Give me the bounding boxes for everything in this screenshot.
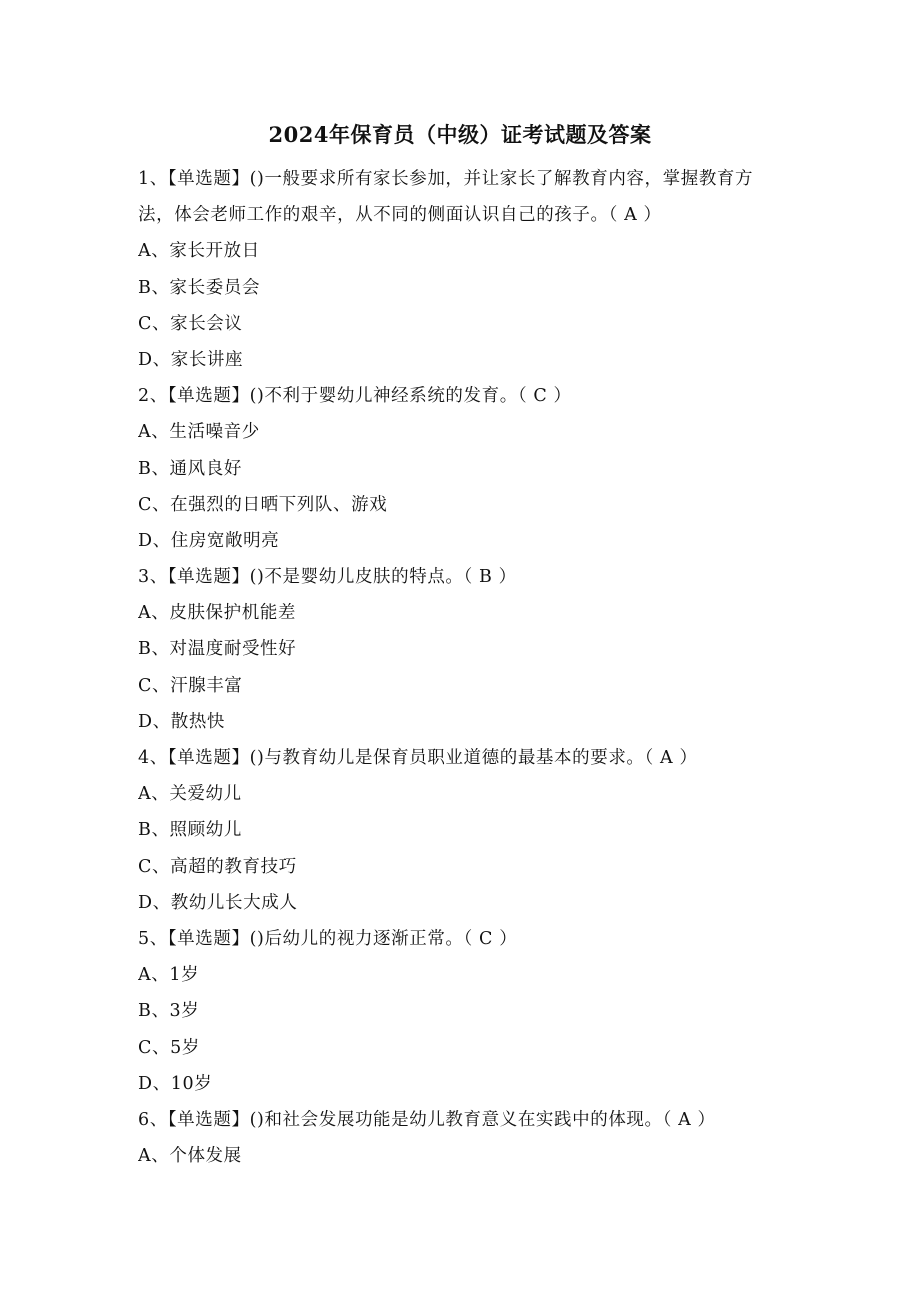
question-stem: 1、【单选题】()一般要求所有家长参加，并让家长了解教育内容，掌握教育方 — [138, 169, 754, 189]
answer-option: C、在强烈的日晒下列队、游戏 — [138, 494, 388, 515]
answer-option: B、通风良好 — [138, 458, 242, 479]
answer-option: C、5岁 — [138, 1037, 200, 1058]
answer-option: B、家长委员会 — [138, 277, 261, 298]
answer-option: A、生活噪音少 — [138, 422, 260, 443]
answer-option: D、教幼儿长大成人 — [138, 892, 298, 913]
answer-option: B、照顾幼儿 — [138, 820, 242, 841]
answer-option: D、散热快 — [138, 711, 226, 732]
page-title: 2024年保育员（中级）证考试题及答案 — [268, 122, 652, 147]
question-stem: 6、【单选题】()和社会发展功能是幼儿教育意义在实践中的体现。（ A ） — [138, 1109, 716, 1130]
question-list — [138, 161, 788, 1174]
question-stem: 3、【单选题】()不是婴幼儿皮肤的特点。（ B ） — [138, 567, 517, 588]
answer-option: A、关爱幼儿 — [138, 784, 242, 805]
answer-option: A、皮肤保护机能差 — [138, 603, 297, 624]
answer-option: D、家长讲座 — [138, 349, 244, 370]
answer-option: B、对温度耐受性好 — [138, 639, 297, 660]
question-stem: 2、【单选题】()不利于婴幼儿神经系统的发育。（ C ） — [138, 386, 572, 407]
answer-option: B、3岁 — [138, 1001, 200, 1022]
answer-option: C、家长会议 — [138, 313, 243, 334]
answer-option: A、1岁 — [138, 965, 200, 986]
question-stem: 法，体会老师工作的艰辛，从不同的侧面认识自己的孩子。（ A ） — [138, 205, 662, 226]
answer-option: A、家长开放日 — [138, 241, 260, 262]
answer-option: D、10岁 — [138, 1073, 213, 1094]
answer-option: D、住房宽敞明亮 — [138, 530, 280, 551]
answer-option: A、个体发展 — [138, 1146, 242, 1167]
answer-option: C、高超的教育技巧 — [138, 856, 297, 877]
answer-option: C、汗腺丰富 — [138, 675, 243, 696]
question-stem: 5、【单选题】()后幼儿的视力逐渐正常。（ C ） — [138, 928, 518, 949]
question-stem: 4、【单选题】()与教育幼儿是保育员职业道德的最基本的要求。（ A ） — [138, 748, 698, 768]
